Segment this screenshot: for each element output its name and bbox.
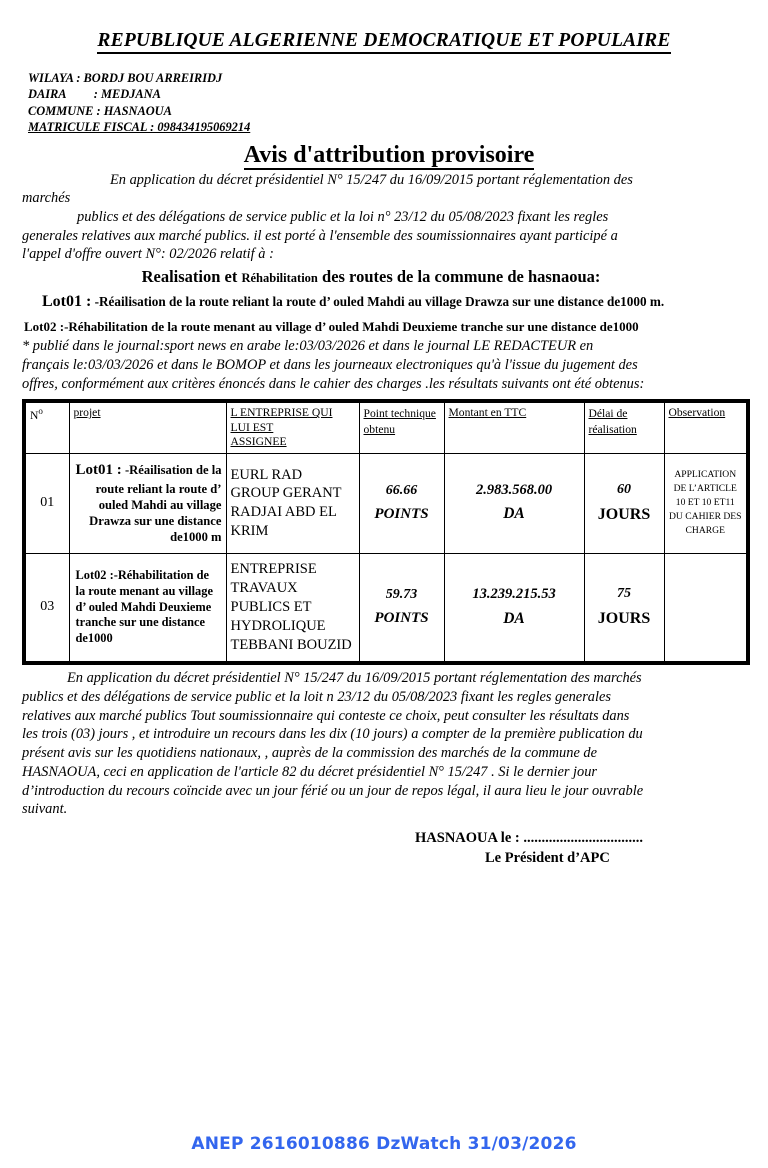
results-table-wrapper [22,399,746,665]
header-observation [664,401,748,453]
row1-projet-lot: Lot01 : [75,462,122,479]
row2-delai [584,553,664,663]
closing-line-2: publics et des délégations de service public et la loit n 23/12 du 05/08/2023 fixant les regles generales [22,688,611,705]
results-table-head [24,401,748,453]
page-title-text: Avis d'attribution provisoire [243,141,535,168]
anep-footer: ANEP 2616010886 DzWatch 31/03/2026 [191,1134,577,1154]
header-montant [444,401,584,453]
page-title [0,142,768,169]
wilaya-line: WILAYA : BORDJ BOU ARREIRIDJ [28,71,223,85]
republic-heading [0,30,768,52]
row1-point [359,453,444,553]
intro-line-2: marchés [22,190,71,207]
row2-projet [69,553,226,663]
closing-line-6: HASNAOUA, ceci en application de l'article 82 du décret présidentiel N° 15/247 . Si le dernier jour [22,763,598,780]
lots-heading-rehabilitation: Réhabilitation [241,271,318,286]
header-projet-text: projet [73,406,101,420]
row1-montant-value: 2.983.568.00 [475,482,553,499]
closing-line-8: suivant. [22,801,68,818]
publication-line-1: * publié dans le journal:sport news en arabe le:03/03/2026 et dans le journal LE REDACTEUR en [22,338,594,355]
closing-line-3: relatives aux marché publics Tout soumissionnaire qui conteste ce choix, peut consulter les résultats dans [22,707,630,724]
closing-line-4: les trois (03) jours , et introduire un recours dans les dix (10 jours) a compter de la première publication du [22,726,643,743]
results-table [22,399,750,665]
closing-line-1: En application du décret présidentiel N° 15/247 du 16/09/2015 portant réglementation des marchés [67,670,642,687]
row1-entreprise: EURL RAD GROUP GERANT RADJAI ABD EL KRIM [226,453,359,553]
lots-heading [0,267,768,287]
row1-projet [69,453,226,553]
daira-line: DAIRA : MEDJANA [28,87,161,102]
intro-paragraph [0,171,768,265]
signature-block [0,829,768,868]
row2-entreprise: ENTREPRISE TRAVAUX PUBLICS ET HYDROLIQUE TEBBANI BOUZID [226,553,359,663]
lots-heading-part2: des routes de la commune de hasnaoua: [317,267,601,287]
intro-line-3: publics et des délégations de service public et la loi n° 23/12 du 05/08/2023 fixant les regles [77,208,609,225]
closing-paragraph [0,665,768,819]
row2-delai-unit: JOURS [597,609,651,627]
document-page [0,30,768,1168]
publication-line-3: offres, conformément aux critères énoncés dans le cahier des charges .les résultats suivants ont été obtenus: [22,375,645,392]
header-montant-text: Montant en TTC [448,406,527,420]
header-point-technique [359,401,444,453]
admin-identity-block [28,70,768,136]
header-entreprise-line1: L ENTREPRISE QUI LUI EST [230,406,333,434]
row2-point-unit: POINTS [374,610,429,627]
signature-place-date: HASNAOUA le : ................................. [415,829,643,846]
row1-observation: APPLICATION DE L’ARTICLE 10 ET 10 ET11 DU CAHIER DES CHARGE [664,453,748,553]
intro-line-1: En application du décret présidentiel N° 15/247 du 16/09/2015 portant réglementation des [110,171,633,188]
signature-title: Le Président d’APC [485,849,610,866]
row1-delai-value: 60 [617,482,631,498]
matricule-fiscal-line: MATRICULE FISCAL : 098434195069214 [28,120,251,135]
row2-point-value: 59.73 [385,587,418,603]
table-row [24,453,748,553]
table-header-row [24,401,748,453]
header-projet [69,401,226,453]
table-row [24,553,748,663]
row1-projet-text: -Réailisation de la route reliant la route d’ ouled Mahdi au village Drawza sur une distance de1000 m [89,463,222,544]
publication-paragraph [0,337,768,393]
intro-line-4: generales relatives aux marché publics. il est porté à l'ensemble des soumissionnaires ayant participé a [22,227,618,244]
header-point-line2: obtenu [363,422,396,436]
row2-observation [664,553,748,663]
lots-heading-part1: Realisation et [141,267,242,287]
commune-line: COMMUNE : HASNAOUA [28,103,172,118]
row1-no: 01 [24,453,69,553]
intro-line-5: l'appel d'offre ouvert N°: 02/2026 relatif à : [22,246,274,263]
row1-point-unit: POINTS [374,506,429,523]
closing-line-7: d’introduction du recours coïncide avec un jour férié ou un jour de repos légal, il aura lieu le jour ouvrable [22,782,644,799]
row2-no: 03 [24,553,69,663]
publication-line-2: français le:03/03/2026 et dans le BOMOP et dans les journeaux electroniques qu'à l'issue du jugement des [22,356,638,373]
header-delai-line1: Délai de [588,407,628,421]
row2-projet-text: Lot02 :-Réhabilitation de la route menant au village d’ ouled Mahdi Deuxieme tranche sur une distance de1000 [75,567,213,646]
header-no-sup: o [38,406,43,417]
header-entreprise-line2: ASSIGNEE [230,435,287,449]
header-delai [584,401,664,453]
row1-point-value: 66.66 [385,482,418,498]
row1-montant-unit: DA [503,505,525,523]
row1-delai [584,453,664,553]
closing-line-5: présent avis sur les quotidiens nationaux, , auprès de la commission des marchés de la commune de [22,745,598,762]
row2-point [359,553,444,663]
row1-montant [444,453,584,553]
row2-montant-unit: DA [503,609,525,627]
header-delai-line2: réalisation [588,422,637,436]
results-table-body [24,453,748,663]
header-point-line1: Point technique [363,407,436,421]
row2-montant [444,553,584,663]
row2-delai-value: 75 [617,586,631,602]
header-no-text: N [30,409,39,423]
row1-delai-unit: JOURS [597,505,651,523]
lot01-label: Lot01 : [42,293,92,311]
header-no [24,401,69,453]
header-observation-text: Observation [668,406,726,420]
header-entreprise [226,401,359,453]
lot02-line: Lot02 :-Réhabilitation de la route menant au village d’ ouled Mahdi Deuxieme tranche sur une distance de1000 [24,319,639,335]
republic-heading-text: REPUBLIQUE ALGERIENNE DEMOCRATIQUE ET POPULAIRE [97,30,670,54]
row2-montant-value: 13.239.215.53 [472,586,556,603]
lot01-description: -Réailisation de la route reliant la route d’ ouled Mahdi au village Drawza sur une distance de1000 m. [91,294,665,310]
lot01-line [0,293,768,311]
